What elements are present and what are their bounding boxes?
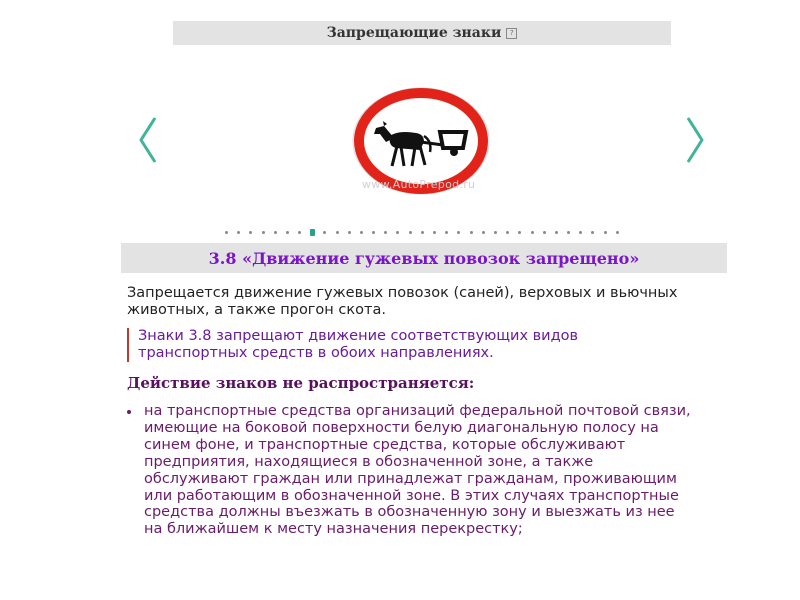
carousel-dot[interactable]: [396, 231, 399, 234]
carousel-dot[interactable]: [262, 231, 265, 234]
chevron-right-icon: [684, 115, 706, 165]
carousel-dot[interactable]: [518, 231, 521, 234]
watermark: www.AutoPrepod.ru: [362, 178, 476, 191]
carousel-dot[interactable]: [604, 231, 607, 234]
carousel-dot[interactable]: [409, 231, 412, 234]
carousel-dot[interactable]: [616, 231, 619, 234]
carousel-dot[interactable]: [506, 231, 509, 234]
carousel-dot[interactable]: [249, 231, 252, 234]
sign-description: Запрещается движение гужевых повозок (саней), верховых и вьючных животных, а также прогон скота.: [127, 285, 678, 318]
carousel-dot[interactable]: [555, 231, 558, 234]
carousel-dot[interactable]: [591, 231, 594, 234]
carousel-dot[interactable]: [372, 231, 375, 234]
carousel-dot[interactable]: [237, 231, 240, 234]
carousel-dot[interactable]: [531, 231, 534, 234]
carousel-pagination[interactable]: [225, 226, 645, 238]
chevron-left-icon: [137, 115, 159, 165]
carousel-dot[interactable]: [348, 231, 351, 234]
carousel-dot[interactable]: [225, 231, 228, 234]
carousel-dot[interactable]: [457, 231, 460, 234]
carousel-dot[interactable]: [286, 231, 289, 234]
carousel-dot[interactable]: [298, 231, 301, 234]
carousel-dot[interactable]: [360, 231, 363, 234]
sign-title: 3.8 «Движение гужевых повозок запрещено»: [208, 248, 640, 268]
carousel-dot[interactable]: [336, 231, 339, 234]
carousel-dot[interactable]: [543, 231, 546, 234]
carousel-dot[interactable]: [274, 231, 277, 234]
section-title: Запрещающие знаки: [326, 25, 502, 41]
help-icon[interactable]: ?: [506, 28, 517, 39]
carousel-dot[interactable]: [433, 231, 436, 234]
carousel-dot[interactable]: [445, 231, 448, 234]
exceptions-list: [127, 403, 697, 538]
carousel-dot[interactable]: [323, 231, 326, 234]
exceptions-heading: Действие знаков не распространяется:: [127, 374, 475, 392]
sign-title-bar: [121, 243, 727, 273]
carousel-dot[interactable]: [579, 231, 582, 234]
sign-note: Знаки 3.8 запрещают движение соответствующих видов транспортных средств в обоих направлениях.: [127, 328, 678, 362]
prev-button[interactable]: [137, 115, 159, 165]
carousel-dot[interactable]: [494, 231, 497, 234]
carousel-dot-active[interactable]: [310, 229, 315, 236]
next-button[interactable]: [684, 115, 706, 165]
carousel-dot[interactable]: [482, 231, 485, 234]
carousel-dot[interactable]: [567, 231, 570, 234]
carousel-dot[interactable]: [470, 231, 473, 234]
list-item: на транспортные средства организаций федеральной почтовой связи, имеющие на боковой поверхности белую диагональную полосу на синем фоне, и транспортные средства, которые обслуживают предприятия, находящиеся в обозначенной зоне, а также обслуживают граждан или принадлежат гражданам, проживающим или работающим в обозначенной зоне. В этих случаях транспортные средства должны въезжать в обозначенную зону и выезжать из нее на ближайшем к месту назначения перекрестку;: [127, 403, 697, 538]
carousel-dot[interactable]: [384, 231, 387, 234]
section-header: [173, 21, 671, 45]
carousel-dot[interactable]: [421, 231, 424, 234]
